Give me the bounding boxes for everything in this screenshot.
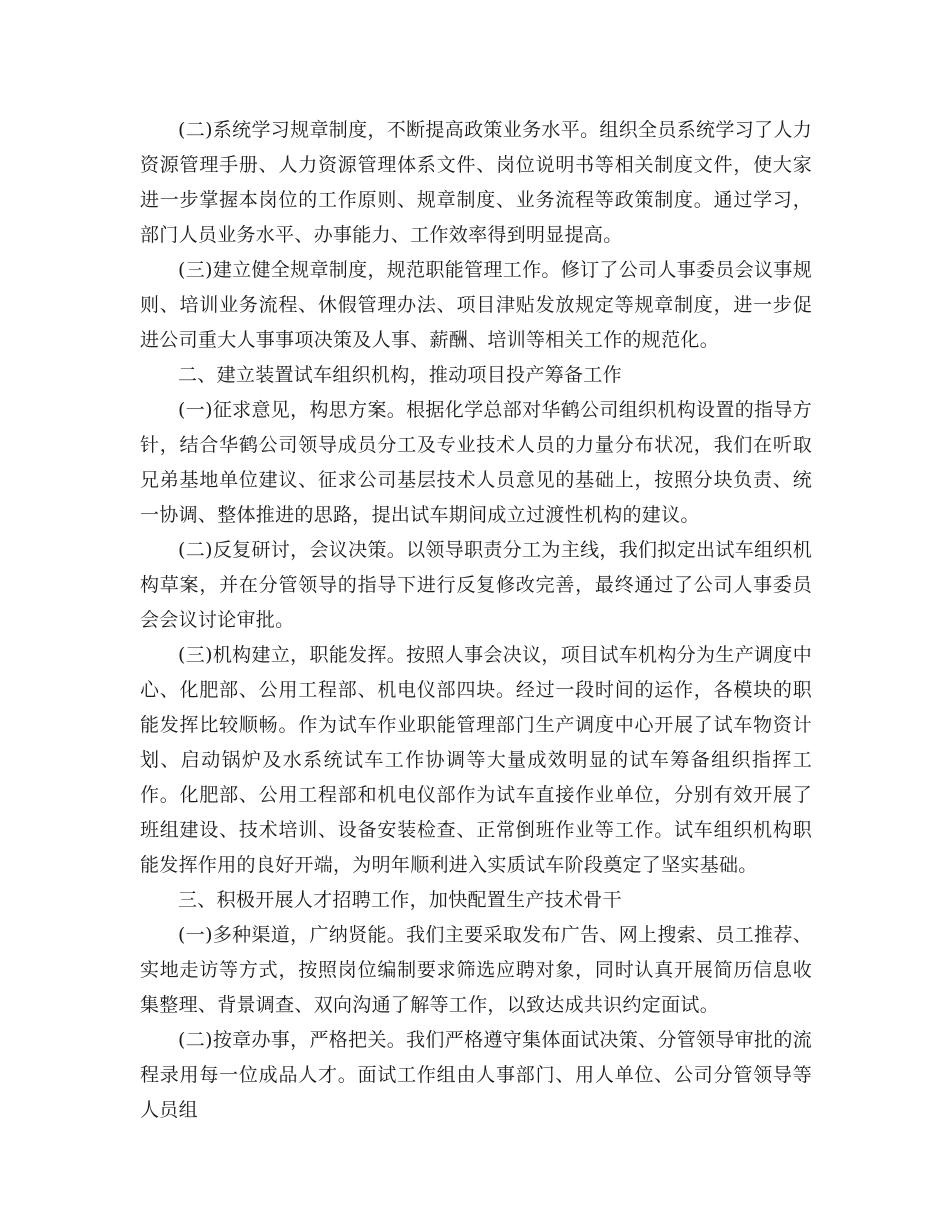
paragraph-solicit-opinions: (一)征求意见，构思方案。根据化学总部对华鹤公司组织机构设置的指导方针，结合华鹤公司领导成员分工及专业技术人员的力量分布状况，我们在听取兄弟基地单位建议、征求公司基层技术人员意见的基础上，按照分块负责、统一协调、整体推进的思路，提出试车期间成立过渡性机构的建议。 (140, 399, 812, 526)
paragraph-multiple-channels: (一)多种渠道，广纳贤能。我们主要采取发布广告、网上搜索、员工推荐、实地走访等方式，按照岗位编制要求筛选应聘对象，同时认真开展简历信息收集整理、背景调查、双向沟通了解等工作，以致达成共识约定面试。 (140, 924, 812, 1016)
section-heading-3: 三、积极开展人才招聘工作，加快配置生产技术骨干 (178, 889, 622, 911)
document-body (140, 113, 812, 1128)
paragraph-strict-control: (二)按章办事，严格把关。我们严格遵守集体面试决策、分管领导审批的流程录用每一位成品人才。面试工作组由人事部门、用人单位、公司分管领导等人员组 (140, 1029, 812, 1121)
paragraph-repeated-study: (二)反复研讨，会议决策。以领导职责分工为主线，我们拟定出试车组织机构草案，并在分管领导的指导下进行反复修改完善，最终通过了公司人事委员会会议讨论审批。 (140, 539, 812, 631)
section-heading-2: 二、建立装置试车组织机构，推动项目投产筹备工作 (178, 364, 622, 386)
paragraph-rules-system: (三)建立健全规章制度，规范职能管理工作。修订了公司人事委员会议事规则、培训业务流程、休假管理办法、项目津贴发放规定等规章制度，进一步促进公司重大人事事项决策及人事、薪酬、培训等相关工作的规范化。 (140, 259, 812, 351)
paragraph-org-established: (三)机构建立，职能发挥。按照人事会决议，项目试车机构分为生产调度中心、化肥部、公用工程部、机电仪部四块。经过一段时间的运作，各模块的职能发挥比较顺畅。作为试车作业职能管理部门生产调度中心开展了试车物资计划、启动锅炉及水系统试车工作协调等大量成效明显的试车筹备组织指挥工作。化肥部、公用工程部和机电仪部作为试车直接作业单位，分别有效开展了班组建设、技术培训、设备安装检查、正常倒班作业等工作。试车组织机构职能发挥作用的良好开端，为明年顺利进入实质试车阶段奠定了坚实基础。 (140, 644, 812, 876)
paragraph-rules-study: (二)系统学习规章制度，不断提高政策业务水平。组织全员系统学习了人力资源管理手册、人力资源管理体系文件、岗位说明书等相关制度文件，使大家进一步掌握本岗位的工作原则、规章制度、业务流程等政策制度。通过学习，部门人员业务水平、办事能力、工作效率得到明显提高。 (140, 119, 812, 246)
